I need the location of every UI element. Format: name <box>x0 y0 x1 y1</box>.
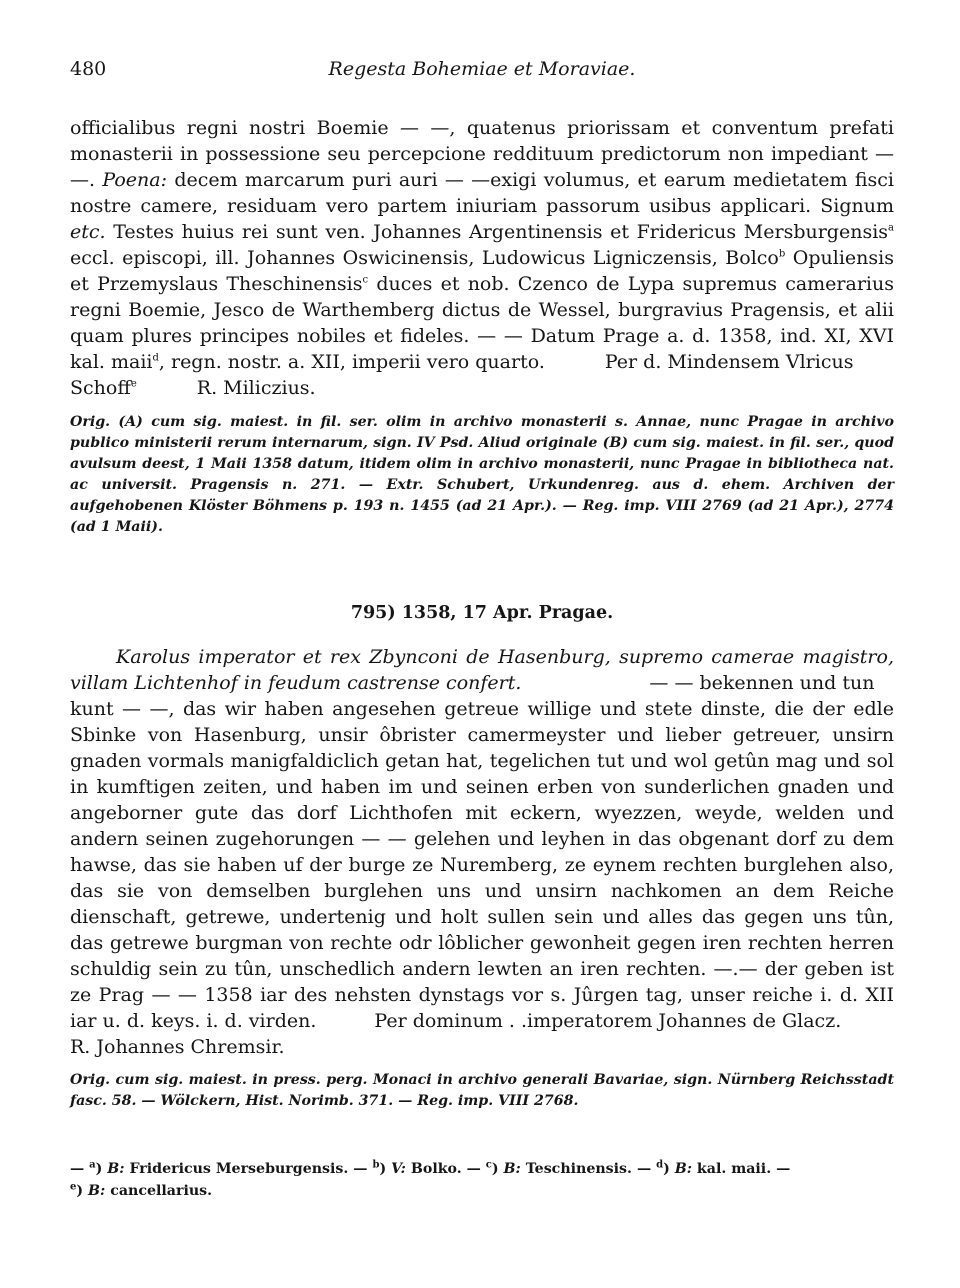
charter-text: kunt — —, das wir haben angesehen getreue willige und stete dinste, die der edle Sbinke von Hasenburg, unsir ôbrister camermeyster und lieber getreuer, unsirn gnaden vormals manigfaldiclich getan hat, tegelichen tut und wol getûn mag und sol in kumftigen zeiten, und haben im und seinen erben von sunderlichen gnaden und angeborner gute das dorf Lichthofen mit eckern, wyezzen, weyde, welden und andern seinen zugehorungen — — gelehen und leyhen in das obgenant dorf zu dem hawse, das sie haben uf der burge ze Nuremberg, ze eynem rechten burglehen also, das sie von demselben burglehen uns und unsirn nachkomen an dem Reiche dienschaft, getrewe, undertenig und holt sullen sein und alles das gegen uns tûn, das getrewe burgman von rechte odr lôblicher gewonheit gegen iren rechten herren schuldig sein zu tûn, unschedlich andern lewten an iren rechten. —.— der geben ist ze Prag — — 1358 iar des nehsten dynstags vor s. Jûrgen tag, unser reiche i. d. XII iar u. d. keys. i. d. virden. <box>70 698 894 1032</box>
footnote-mark: b <box>372 1159 380 1171</box>
running-title: Regesta Bohemiae et Moraviae. <box>328 58 636 80</box>
source-note: Orig. (A) cum sig. maiest. in fil. ser. olim in archivo monasterii s. Annae, nunc Pragae in archivo publico ministerii rerum internarum, sign. IV Psd. Aliud originale (B) cum sig. maiest. in fil. ser., quod avulsum deest, 1 Maii 1358 datum, itidem olim in archivo monasterii, nunc Pragae in bibliotheca nat. ac universit. Pragensis n. 271. — Extr. Schubert, Urkundenreg. aus d. ehem. Archiven der aufgehobenen Klöster Böhmens p. 193 n. 1455 (ad 21 Apr.). — Reg. imp. VIII 2769 (ad 21 Apr.), 2774 (ad 1 Maii). <box>70 414 894 535</box>
footnote-siglum: B: <box>674 1161 692 1177</box>
footnote-item: — $^a$) B: Fridericus Merseburgensis. <box>70 1159 349 1177</box>
footnote-ref-c: c <box>362 274 369 286</box>
registrar-signature: R. Miliczius. <box>196 377 316 399</box>
etc-label: etc. <box>70 221 106 243</box>
footnote-text: Teschinensis. <box>525 1161 632 1177</box>
per-line: Per d. Mindensem Vlricus <box>604 351 854 373</box>
text-segment: Opuliensis et Przemyslaus Theschinensis <box>70 247 894 295</box>
poena-label: Poena: <box>102 169 168 191</box>
source-note: Orig. cum sig. maiest. in press. perg. Monaci in archivo generali Bavariae, sign. Nürnberg Reichsstadt fasc. 58. — Wölckern, Hist. Norimb. 371. — Reg. imp. VIII 2768. <box>70 1072 894 1109</box>
text-segment: decem marcarum puri auri — —exigi volumus, et earum medietatem fisci nostre camere, residuam vero partem iniuriam passorum usibus applicari. Signum <box>70 169 894 217</box>
regest-summary <box>70 644 894 696</box>
charter-body <box>70 696 894 1034</box>
footnote-siglum: V: <box>391 1161 406 1177</box>
footnote-ref-b: b <box>778 248 786 260</box>
per-dominum-line: Per dominum . .imperatorem Johannes de Glacz. <box>374 1010 842 1032</box>
footnote-siglum: B: <box>107 1161 125 1177</box>
footnote-ref-e: e <box>130 378 137 390</box>
footnote-text: Bolko. <box>410 1161 462 1177</box>
text-segment: Testes huius rei sunt ven. Johannes Argentinensis et Fridericus Mersburgensis <box>105 221 889 243</box>
regest-text: Karolus imperator et rex Zbynconi de Hasenburg, supremo camerae magistro, villam Lichtenhof in feudum castrense confert. <box>70 646 894 694</box>
registrar-signature-line: R. Johannes Chremsir. <box>70 1036 285 1058</box>
previous-entry-text <box>70 115 894 401</box>
footnote-item: — $^b$) V: Bolko. <box>353 1159 462 1177</box>
footnote-mark: c <box>485 1159 492 1171</box>
footnotes: — $^a$) B: Fridericus Merseburgensis. — $^b$) V: Bolko. — $^c$) B: Teschinensis. — $^d$) B: kal. maii. — $^e$) B: cancellarius. <box>70 1159 791 1199</box>
text-segment: officialibus regni nostri Boemie — —, quatenus priorissam et conventum prefati monasterii in possessione seu percepcione reddituum predictorum non impediant — —. <box>70 117 894 191</box>
footnote-siglum: B: <box>503 1161 521 1177</box>
footnote-item: $^e$) B: cancellarius. <box>70 1181 213 1199</box>
footnote-mark: d <box>656 1159 664 1171</box>
footnote-item: — $^c$) B: Teschinensis. <box>466 1159 632 1177</box>
footnote-text: Fridericus Merseburgensis. <box>129 1161 349 1177</box>
text-segment: eccl. episcopi, ill. Johannes Oswicinensis, Ludowicus Ligniczensis, Bolco <box>70 247 779 269</box>
footnote-ref-d: d <box>152 352 159 364</box>
text-segment: duces et nob. Czenco de Lypa supremus camerarius regni Boemie, Jesco de Warthemberg dictus de Wessel, burgravius Pragensis, et alii quam plures principes nobiles et fideles. — — Datum Prage a. d. 1358, ind. XI, XVI kal. maii <box>70 273 894 373</box>
schoff-text: Schoff <box>70 377 131 399</box>
page-header <box>70 58 894 88</box>
page-number: 480 <box>70 58 107 80</box>
footnote-item: — $^d$) B: kal. maii. <box>636 1159 772 1177</box>
text-segment: , regn. nostr. a. XII, imperii vero quarto. <box>158 351 545 373</box>
entry-heading: 795) 1358, 17 Apr. Pragae. <box>350 603 614 623</box>
footnote-mark: e <box>70 1181 77 1193</box>
footnote-mark: a <box>89 1159 96 1171</box>
footnote-text: cancellarius. <box>110 1183 213 1199</box>
charter-start: — — bekennen und tun <box>649 672 875 694</box>
page <box>70 58 894 1112</box>
footnote-text: kal. maii. <box>696 1161 772 1177</box>
footnote-siglum: B: <box>88 1183 106 1199</box>
footnote-ref-a: a <box>888 222 894 234</box>
